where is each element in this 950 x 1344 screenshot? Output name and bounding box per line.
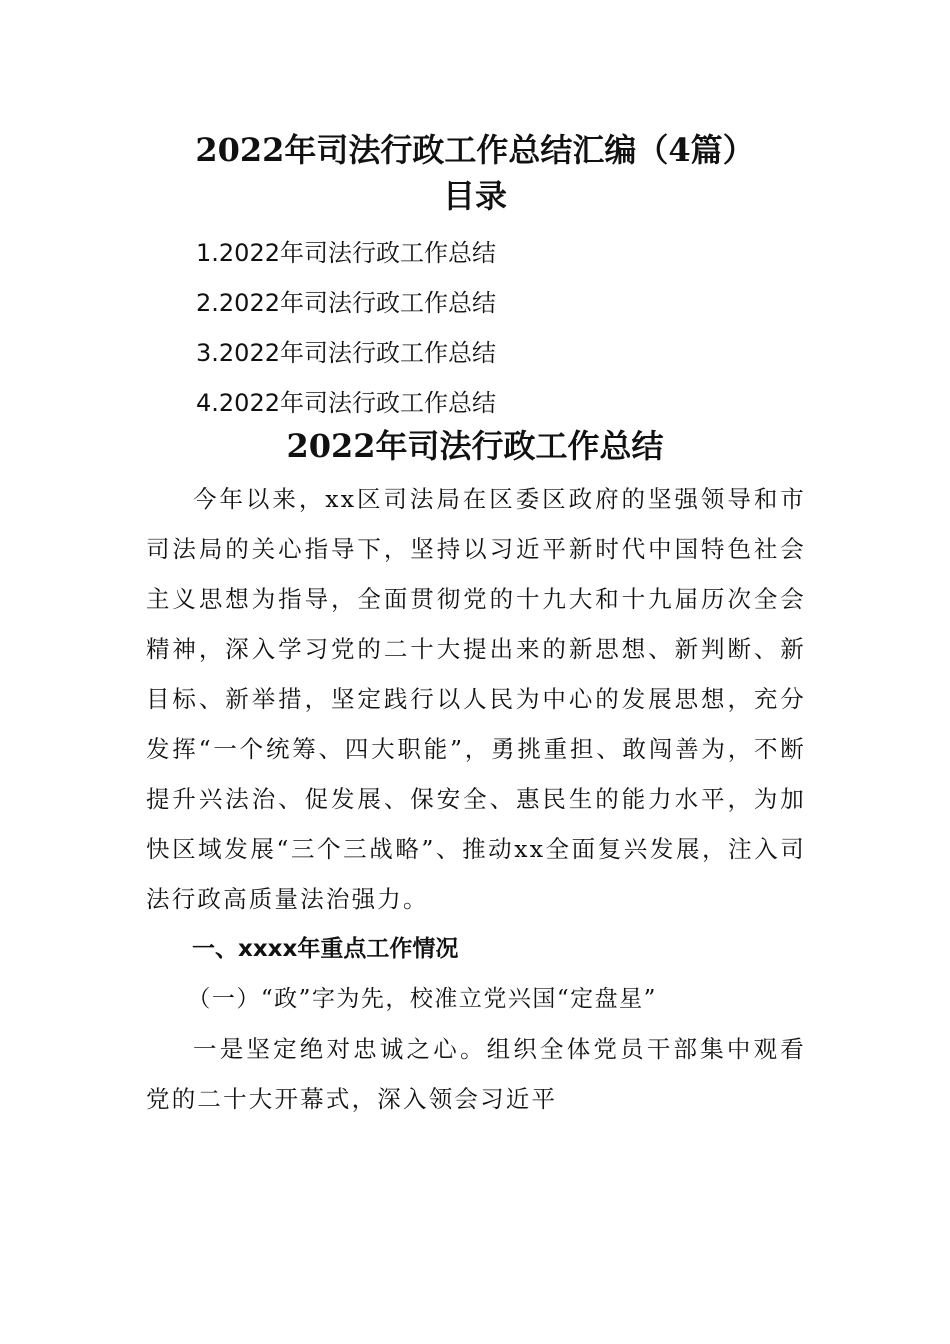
- compilation-title: 2022年司法行政工作总结汇编（4篇）: [195, 131, 755, 169]
- toc-item-3[interactable]: 3.2022年司法行政工作总结: [196, 339, 496, 367]
- toc-item-2[interactable]: 2.2022年司法行政工作总结: [196, 289, 496, 317]
- toc-item-4[interactable]: 4.2022年司法行政工作总结: [196, 389, 496, 417]
- intro-paragraph: 今年以来，xx区司法局在区委区政府的坚强领导和市司法局的关心指导下，坚持以习近平新时代中国特色社会主义思想为指导，全面贯彻党的十九大和十九届历次全会精神，深入学习党的二十大提出来的新思想、新判断、新目标、新举措，坚定践行以人民为中心的发展思想，充分发挥“一个统筹、四大职能”，勇挑重担、敢闯善为，不断提升兴法治、促发展、保安全、惠民生的能力水平，为加快区域发展“三个三战略”、推动xx全面复兴发展，注入司法行政高质量法治强力。: [146, 485, 806, 913]
- toc-heading: 目录: [442, 177, 507, 215]
- body-paragraph-2: 一是坚定绝对忠诚之心。组织全体党员干部集中观看党的二十大开幕式，深入领会习近平: [146, 1035, 806, 1113]
- subsection-heading-1: （一）“政”字为先，校准立党兴国“定盘星”: [187, 986, 657, 1012]
- article-body: [146, 474, 806, 1124]
- section-heading-1: 一、xxxx年重点工作情况: [192, 936, 459, 962]
- toc-item-1[interactable]: 1.2022年司法行政工作总结: [196, 239, 496, 267]
- table-of-contents: [196, 228, 496, 428]
- article-title: 2022年司法行政工作总结: [286, 427, 664, 465]
